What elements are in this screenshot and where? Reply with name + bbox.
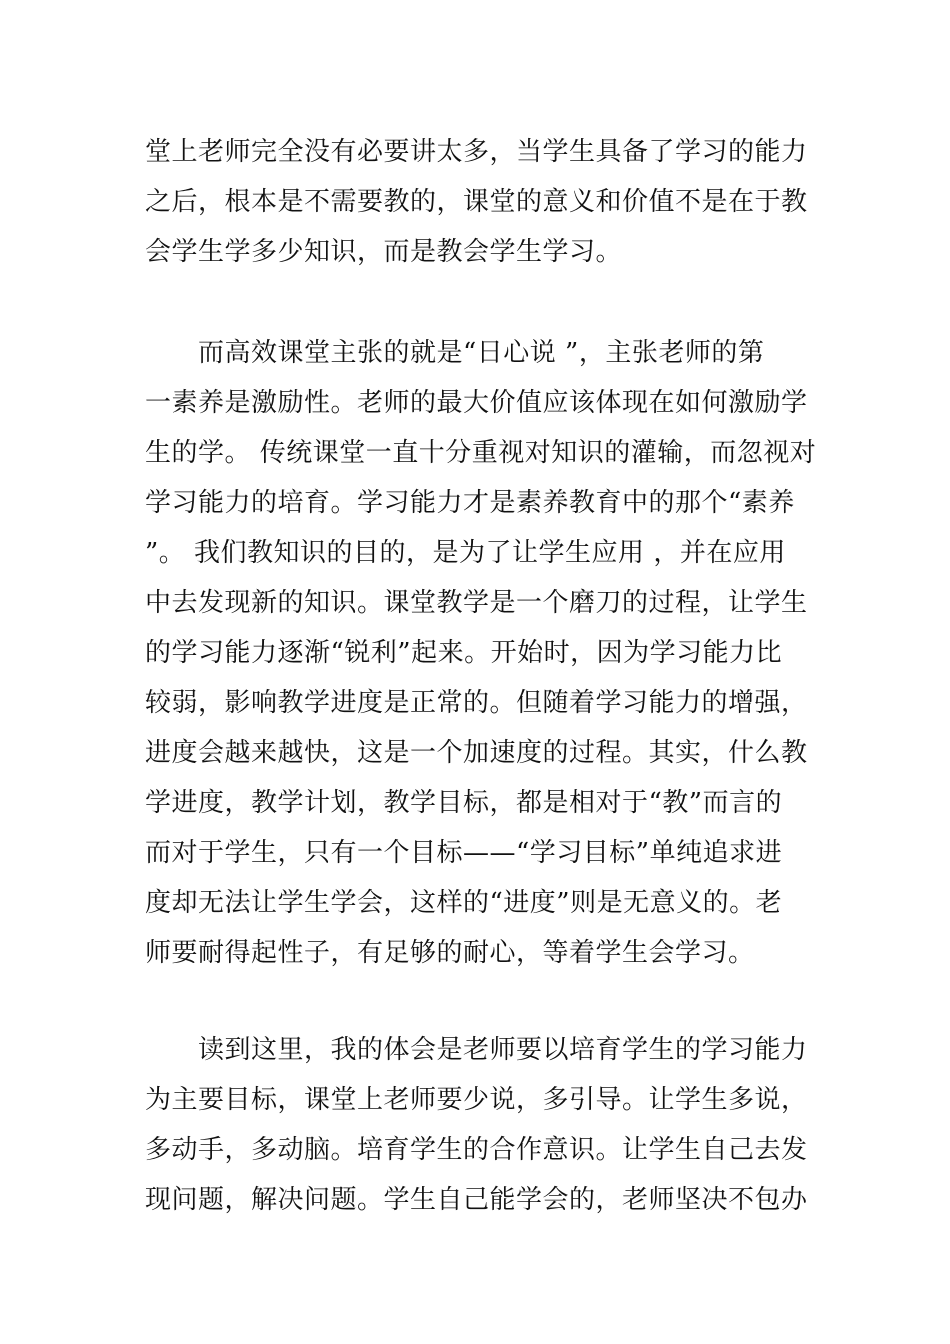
text-line: 多动手，多动脑。培育学生的合作意识。让学生自己去发 (145, 1135, 808, 1165)
text-line: 会学生学多少知识，而是教会学生学习。 (145, 237, 623, 267)
text-line: 现问题，解决问题。学生自己能学会的，老师坚决不包办 (145, 1185, 808, 1215)
text-line: 之后，根本是不需要教的，课堂的意义和价值不是在于教 (145, 187, 808, 217)
text-line: 读到这里，我的体会是老师要以培育学生的学习能力 (145, 1035, 808, 1065)
text-line: 学习能力的培育。学习能力才是素养教育中的那个“素养 (145, 488, 795, 518)
text-line: 堂上老师完全没有必要讲太多，当学生具备了学习的能力 (145, 137, 808, 167)
paragraph-1 (145, 127, 810, 277)
text-line: ”。 我们教知识的目的，是为了让学生应用 ，并在应用 (145, 538, 786, 568)
text-line: 中去发现新的知识。课堂教学是一个磨刀的过程，让学生 (145, 588, 808, 618)
text-line: 而对于学生，只有一个目标——“学习目标”单纯追求进 (145, 838, 783, 868)
text-line: 学进度，教学计划，教学目标，都是相对于“教”而言的 (145, 788, 783, 818)
text-line: 为主要目标，课堂上老师要少说，多引导。让学生多说， (145, 1085, 808, 1115)
paragraph-3 (145, 1025, 810, 1225)
text-line: 进度会越来越快，这是一个加速度的过程。其实，什么教 (145, 738, 808, 768)
text-line: 的学习能力逐渐“锐利”起来。开始时，因为学习能力比 (145, 638, 783, 668)
paragraph-2 (145, 328, 817, 978)
text-line: 生的学。 传统课堂一直十分重视对知识的灌输，而忽视对 (145, 438, 817, 468)
text-line: 而高效课堂主张的就是“日心说 ”，主张老师的第 (145, 338, 765, 368)
text-line: 师要耐得起性子，有足够的耐心，等着学生会学习。 (145, 938, 755, 968)
text-line: 度却无法让学生学会，这样的“进度”则是无意义的。老 (145, 888, 783, 918)
text-line: 较弱，影响教学进度是正常的。但随着学习能力的增强， (145, 688, 808, 718)
text-line: 一素养是激励性。老师的最大价值应该体现在如何激励学 (145, 388, 808, 418)
